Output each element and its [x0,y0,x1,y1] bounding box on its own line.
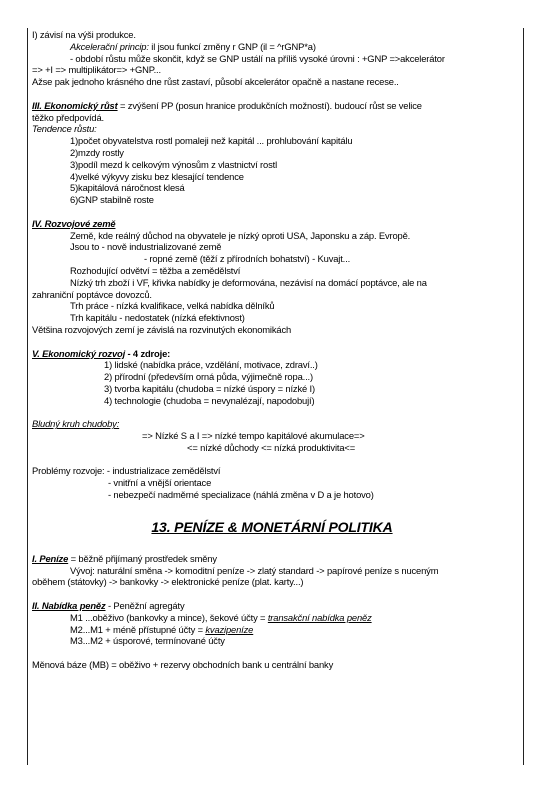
document-body [32,29,512,671]
list-item: 3)podíl mezd k celkovým výnosům z vlastnictví rostl [70,158,278,170]
text-line: - nebezpečí nadměrné specializace (náhlá změna v D a je hotovo) [108,489,374,501]
accelerator-definition: il jsou funkcí změny r GNP (il = ^rGNP*a) [148,40,316,52]
term-accelerator: Akcelerační princip: [70,40,149,52]
section-heading-suffix: - 4 zdroje: [125,347,171,359]
text-line: Vývoj: naturální směna -> komoditní peníze -> zlatý standard -> papírové peníze s nuceným [70,564,439,576]
text-line: oběhem (státovky) -> bankovky -> elektronické peníze (plat. karty...) [32,576,304,588]
text-line: Trh kapitálu - nedostatek (nízká efektivnost) [70,312,245,324]
list-item [32,612,512,624]
section-heading: II. Nabídka peněz [32,600,106,612]
text-line: <= nízké důchody <= nízká produktivita<= [187,441,356,453]
list-item: 5)kapitálová náročnost klesá [70,182,185,194]
section-heading-line [32,348,512,360]
list-item: 3) tvorba kapitálu (chudoba = nízké úspory = nízké I) [104,382,315,394]
text-line: Jsou to - nově industrializované země [70,241,222,253]
text-line: Problémy rozvoje: - industrializace zemědělství [32,465,221,477]
list-item: 4)velké výkyvy zisku bez klesající tendence [70,170,244,182]
text-line: Rozhodující odvětví = těžba a zemědělství [70,264,241,276]
section-definition: = zvýšení PP (posun hranice produkčních možností). budoucí růst se velice [117,99,422,111]
text-line: => +I => multiplikátor=> +GNP... [32,64,161,76]
section-definition: = běžně přijímaný prostředek směny [68,552,217,564]
section-heading: I. Peníze [32,552,69,564]
term-transaction-supply: transakční nabídka peněz [267,611,372,623]
text-line [32,41,512,53]
text-line: Země, kde reálný důchod na obyvatele je nízký oproti USA, Japonsku a záp. Evropě. [70,229,411,241]
aggregate-m1: M1 ...oběživo (bankovky a mince), šekové účty = [70,611,268,623]
aggregate-m2: M2...M1 + méně přístupné účty = [70,623,206,635]
section-heading-line [32,553,512,565]
text-line: I) závisí na výši produkce. [32,29,136,40]
text-line: zahraniční poptávce dovozců. [32,288,152,300]
text-line: Ažse pak jednoho krásného dne růst zastaví, působí akcelerátor opačně a nastane recese.. [32,76,399,88]
section-heading: IV. Rozvojové země [32,217,116,229]
list-item: 2) přírodní (především orná půda, výjimečně ropa...) [104,371,313,383]
text-line: Trh práce - nízká kvalifikace, velká nabídka dělníků [70,300,275,312]
list-item: 4) technologie (chudoba = nevynalézají, napodobují) [104,394,315,406]
text-line: Většina rozvojových zemí je závislá na rozvinutých ekonomikách [32,323,292,335]
section-heading: V. Ekonomický rozvoj [32,347,126,359]
list-item: 1) lidské (nabídka práce, vzdělání, motivace, zdraví..) [104,359,318,371]
section-heading-line [32,600,512,612]
term-quasi-money: kvazipeníze [205,623,254,635]
subheading: Bludný kruh chudoby: [32,418,120,430]
text-line: - vnitřní a vnější orientace [108,477,212,489]
text-line: - období růstu může skončit, když se GNP ustálí na příliš vysoké úrovni : +GNP =>akcelerátor [70,52,445,64]
section-heading-line [32,100,512,112]
list-item: 2)mzdy rostly [70,146,124,158]
chapter-title: 13. PENÍZE & MONETÁRNÍ POLITIKA [151,518,393,535]
text-line: Nízký trh zboží i VF, křivka nabídky je deformována, nezávisí na domácí poptávce, ale na [70,276,427,288]
list-item: M3...M2 + úsporové, termínované účty [70,635,225,647]
list-item [32,624,512,636]
section-heading: III. Ekonomický růst [32,99,118,111]
text-line: těžko předpovídá. [32,111,104,123]
subheading: Tendence růstu: [32,123,97,135]
list-item: 1)počet obyvatelstva rostl pomaleji než kapitál ... prohlubování kapitálu [70,135,353,147]
text-line: Měnová báze (MB) = oběživo + rezervy obchodních bank u centrální banky [32,659,334,671]
section-heading-suffix: - Peněžní agregáty [105,600,185,612]
list-item: 6)GNP stabilně roste [70,194,154,206]
text-line: => Nízké S a I => nízké tempo kapitálové akumulace=> [142,430,365,442]
text-line: - ropné země (těží z přírodních bohatství) - Kuvajt... [144,253,351,265]
